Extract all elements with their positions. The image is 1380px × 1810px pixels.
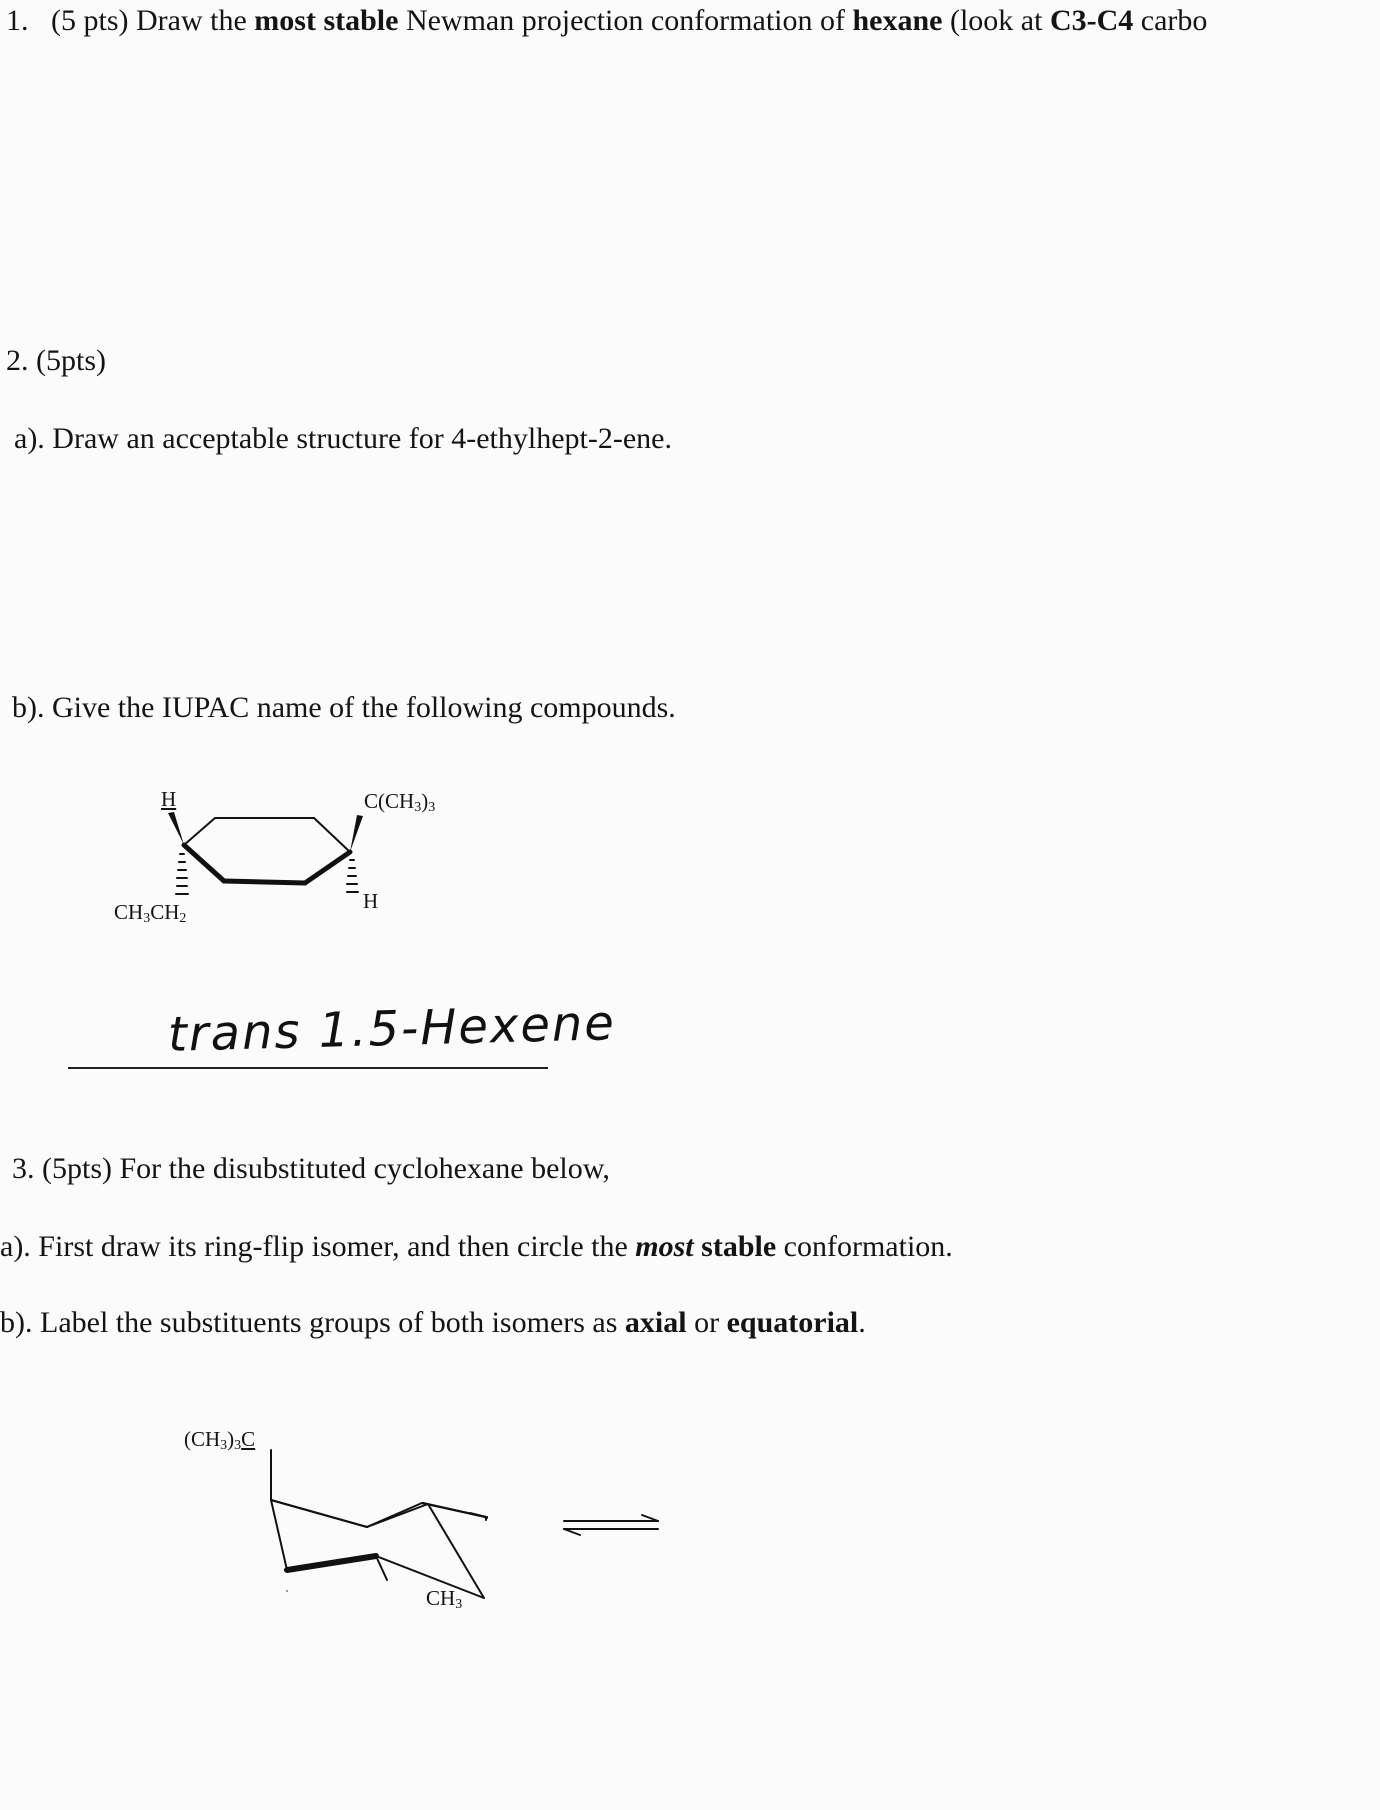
q3a-text1: a). First draw its ring-flip isomer, and then circle the xyxy=(0,1230,628,1263)
q3-chair-ring xyxy=(240,1420,760,1640)
stray-dot xyxy=(286,1590,288,1592)
q2-handwritten-answer: trans 1.5-Hexene xyxy=(167,995,617,1063)
q2-label-ethyl xyxy=(114,900,187,926)
q3b-bold-equatorial: equatorial xyxy=(726,1306,859,1339)
q3b-text2: or xyxy=(694,1306,720,1339)
q3a-italic-most: most xyxy=(635,1230,694,1263)
q1-bold-c3-c4: C3-C4 xyxy=(1049,4,1134,37)
q3a-text2: conformation. xyxy=(783,1230,953,1263)
question-2-header: 2. (5pts) xyxy=(6,344,106,377)
q1-points: (5 pts) xyxy=(51,4,129,37)
q3-tbu-open: (CH xyxy=(184,1427,221,1451)
q1-bold-most-stable: most stable xyxy=(254,4,399,37)
q3a-bold-stable: stable xyxy=(701,1230,777,1263)
q3-tbu-c: C xyxy=(241,1427,256,1451)
q1-text3: (look at xyxy=(949,4,1043,37)
q1-text2: Newman projection conformation of xyxy=(405,4,845,37)
equilibrium-arrows-icon xyxy=(562,1512,662,1542)
q1-bold-hexane: hexane xyxy=(852,4,943,37)
q2-label-tert-butyl xyxy=(364,789,436,815)
q2-ethyl-ch: CH xyxy=(114,900,144,924)
q3-methyl-ch: CH xyxy=(426,1586,456,1610)
q3-tbu-close: ) xyxy=(227,1427,235,1451)
q2-tbu-sub1: 3 xyxy=(414,800,422,815)
q1-text1: Draw the xyxy=(136,4,247,37)
q3b-bold-axial: axial xyxy=(624,1306,687,1339)
q2-label-h-left: H xyxy=(161,787,177,811)
q3-label-tert-butyl xyxy=(184,1427,256,1453)
q2-ethyl-sub1: 3 xyxy=(143,911,151,926)
q1-text4: carbo xyxy=(1140,4,1208,37)
q2-answer-line xyxy=(68,1067,548,1069)
q2-tbu-close: ) xyxy=(421,789,429,813)
question-1 xyxy=(6,6,1207,36)
question-3a xyxy=(0,1232,953,1262)
q3-methyl-sub: 3 xyxy=(455,1597,463,1612)
q2-label-h-right: H xyxy=(363,889,379,913)
q3-tbu-sub1: 3 xyxy=(220,1438,228,1453)
q1-number: 1. xyxy=(6,4,29,37)
question-3b xyxy=(0,1308,866,1338)
q2-tbu-sub2: 3 xyxy=(428,800,436,815)
q2-tbu-main: C(CH xyxy=(364,789,415,813)
q2-ethyl-ch2: CH xyxy=(150,900,180,924)
question-2a: a). Draw an acceptable structure for 4-ethylhept-2-ene. xyxy=(14,422,672,455)
q3-label-methyl xyxy=(426,1586,463,1612)
question-2b: b). Give the IUPAC name of the following compounds. xyxy=(12,691,676,724)
question-3-header: 3. (5pts) For the disubstituted cyclohexane below, xyxy=(12,1152,610,1185)
q3-tbu-sub2: 3 xyxy=(234,1438,242,1453)
q3b-text1: b). Label the substituents groups of both isomers as xyxy=(0,1306,618,1339)
q3b-end: . xyxy=(858,1306,866,1339)
q2-ethyl-sub2: 2 xyxy=(179,911,187,926)
